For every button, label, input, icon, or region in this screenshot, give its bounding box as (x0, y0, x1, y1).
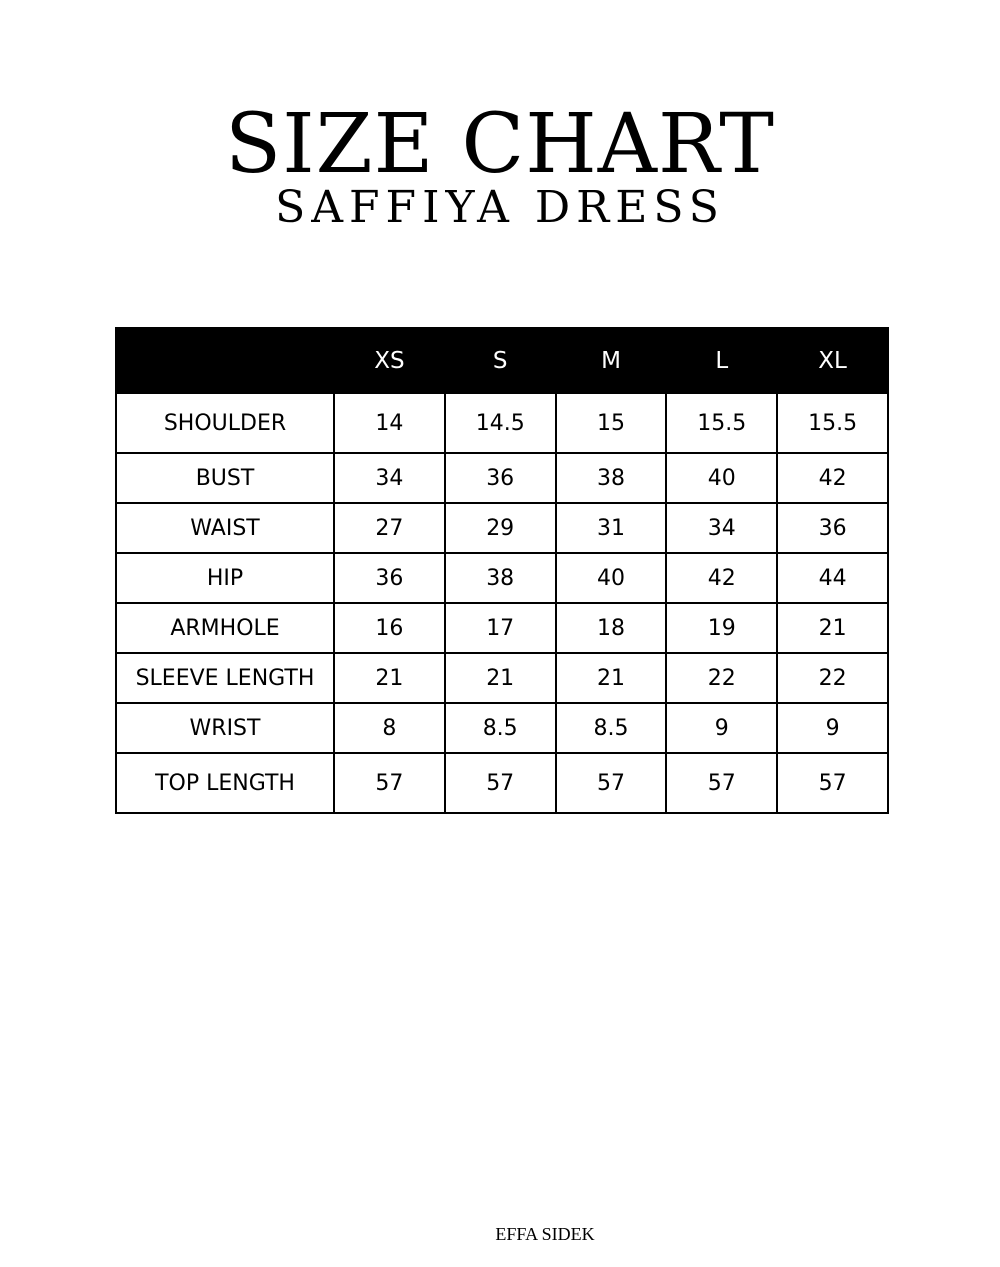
table-cell: 57 (556, 753, 667, 813)
size-header-xs: XS (334, 328, 445, 393)
table-row (116, 503, 888, 553)
row-label: SLEEVE LENGTH (116, 653, 334, 703)
table-cell: 36 (777, 503, 888, 553)
table-cell: 21 (334, 653, 445, 703)
table-cell: 21 (445, 653, 556, 703)
size-header-l: L (666, 328, 777, 393)
table-header-row (116, 328, 888, 393)
table-cell: 15.5 (666, 393, 777, 453)
table-cell: 42 (666, 553, 777, 603)
table-cell: 34 (666, 503, 777, 553)
table-cell: 38 (556, 453, 667, 503)
table-cell: 36 (445, 453, 556, 503)
table-cell: 15 (556, 393, 667, 453)
table-cell: 40 (666, 453, 777, 503)
table-cell: 14.5 (445, 393, 556, 453)
table-row (116, 393, 888, 453)
table-cell: 16 (334, 603, 445, 653)
table-cell: 31 (556, 503, 667, 553)
table-cell: 8.5 (556, 703, 667, 753)
row-label: TOP LENGTH (116, 753, 334, 813)
table-cell: 57 (777, 753, 888, 813)
size-header-xl: XL (777, 328, 888, 393)
size-header-s: S (445, 328, 556, 393)
table-cell: 9 (666, 703, 777, 753)
table-cell: 19 (666, 603, 777, 653)
page-subtitle: SAFFIYA DRESS (275, 182, 725, 233)
row-label: SHOULDER (116, 393, 334, 453)
table-cell: 21 (777, 603, 888, 653)
corner-header-cell (116, 328, 334, 393)
table-cell: 17 (445, 603, 556, 653)
table-cell: 8.5 (445, 703, 556, 753)
table-cell: 8 (334, 703, 445, 753)
table-cell: 29 (445, 503, 556, 553)
row-label: ARMHOLE (116, 603, 334, 653)
table-cell: 34 (334, 453, 445, 503)
table-row (116, 703, 888, 753)
table-cell: 57 (666, 753, 777, 813)
table-cell: 38 (445, 553, 556, 603)
table-row (116, 753, 888, 813)
row-label: WAIST (116, 503, 334, 553)
table-cell: 27 (334, 503, 445, 553)
table-cell: 21 (556, 653, 667, 703)
page-title: SIZE CHART (225, 97, 775, 192)
table-cell: 36 (334, 553, 445, 603)
brand-footer: EFFA SIDEK (495, 1224, 595, 1244)
table-cell: 15.5 (777, 393, 888, 453)
table-cell: 14 (334, 393, 445, 453)
table-cell: 22 (666, 653, 777, 703)
table-row (116, 553, 888, 603)
size-header-m: M (556, 328, 667, 393)
table-cell: 9 (777, 703, 888, 753)
table-cell: 40 (556, 553, 667, 603)
table-cell: 44 (777, 553, 888, 603)
table-cell: 42 (777, 453, 888, 503)
table-cell: 18 (556, 603, 667, 653)
size-chart-table (115, 327, 889, 814)
row-label: WRIST (116, 703, 334, 753)
row-label: HIP (116, 553, 334, 603)
table-cell: 57 (334, 753, 445, 813)
table-cell: 22 (777, 653, 888, 703)
table-cell: 57 (445, 753, 556, 813)
table-row (116, 653, 888, 703)
row-label: BUST (116, 453, 334, 503)
table-row (116, 453, 888, 503)
table-row (116, 603, 888, 653)
